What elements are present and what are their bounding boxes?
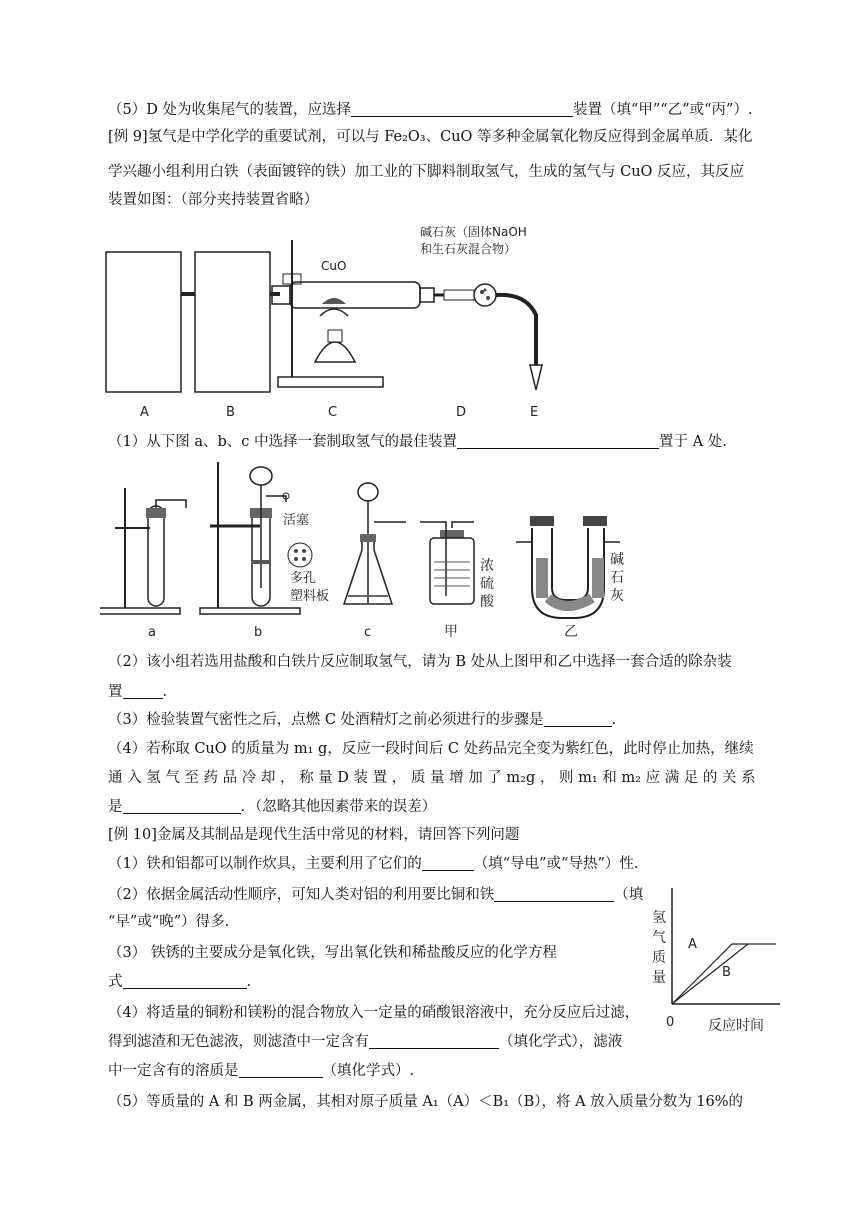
box-b bbox=[195, 252, 270, 392]
hydrogen-mass-graph bbox=[648, 880, 788, 1040]
line-b bbox=[672, 944, 748, 1004]
label-device-b: b bbox=[254, 625, 263, 640]
ex10-q1-line bbox=[108, 854, 639, 874]
cuo-powder bbox=[322, 298, 346, 304]
y-label-4: 量 bbox=[652, 970, 666, 986]
ex9-q2-line2 bbox=[108, 682, 167, 702]
answer-blank-ex10-q3[interactable] bbox=[123, 972, 247, 989]
ex10-q2-pre: （2）依据金属活动性顺序，可知人类对铝的利用要比铜和铁 bbox=[108, 887, 495, 903]
acid-label-1: 浓 bbox=[480, 558, 494, 574]
tube-stopper-right bbox=[420, 288, 434, 302]
ex10-q1-post: （填“导电”或“导热”）性. bbox=[473, 856, 639, 872]
ex10-q4-line3 bbox=[108, 1061, 414, 1081]
device-c bbox=[344, 483, 406, 604]
acid-label-3: 酸 bbox=[480, 594, 494, 610]
valve-label: 活塞 bbox=[283, 513, 310, 528]
answer-blank-ex10-q2[interactable] bbox=[494, 885, 614, 902]
answer-blank-ex9-q3[interactable] bbox=[544, 710, 612, 727]
acid-label-2: 硫 bbox=[480, 576, 494, 592]
device-yi bbox=[516, 516, 620, 618]
tube-e bbox=[496, 295, 536, 365]
ex10-q4-pre2: 中一定含有的溶质是 bbox=[108, 1063, 239, 1079]
ex10-q3-post: . bbox=[246, 974, 252, 990]
answer-blank-q5-prev[interactable] bbox=[351, 100, 573, 117]
alcohol-lamp bbox=[315, 342, 355, 362]
ex9-q4-line3 bbox=[108, 797, 436, 817]
answer-blank-ex10-q1[interactable] bbox=[422, 854, 474, 871]
apparatus-figure-main bbox=[100, 212, 570, 424]
ex10-q5-line1: （5）等质量的 A 和 B 两金属，其相对原子质量 A₁（A）＜B₁（B），将 A 放入质量分数为 16%的 bbox=[108, 1094, 744, 1110]
device-jia bbox=[420, 522, 474, 604]
ex9-q1-post: 置于 A 处. bbox=[659, 434, 727, 450]
ex10-q4-post2: （填化学式）. bbox=[322, 1063, 415, 1079]
ex9-q2-pre: 置 bbox=[108, 684, 123, 700]
ex9-intro-line1: [例 9]氢气是中学化学的重要试剂，可以与 Fe₂O₃、CuO 等多种金属氧化物反应得到金属单质．某化 bbox=[108, 129, 753, 145]
ex9-q3-line bbox=[108, 710, 616, 730]
origin-label: 0 bbox=[666, 1015, 675, 1030]
answer-blank-ex10-q4-residue[interactable] bbox=[369, 1032, 499, 1049]
label-device-jia: 甲 bbox=[444, 624, 458, 640]
ex9-q4-line2: 通 入 氢 气 至 药 品 冷 却 ， 称 量 D 装 置 ， 质 量 增 加 了 m₂g ， 则 m₁ 和 m₂ 应 满 足 的 关 系 bbox=[108, 770, 756, 786]
stand-base bbox=[278, 377, 383, 387]
ex9-q4-pre: 是 bbox=[108, 799, 123, 815]
device-a bbox=[100, 488, 186, 614]
ex10-q2-post: （填 bbox=[614, 887, 644, 903]
soda-lime-label-2: 和生石灰混合物） bbox=[420, 242, 517, 256]
combustion-tube bbox=[290, 282, 420, 308]
answer-blank-ex9-q1[interactable] bbox=[457, 432, 659, 449]
answer-blank-ex10-q4-solute[interactable] bbox=[239, 1061, 323, 1078]
answer-blank-ex9-q4[interactable] bbox=[123, 797, 241, 814]
lamp-wick bbox=[328, 330, 342, 342]
ex9-q2-post: . bbox=[162, 684, 168, 700]
label-d: D bbox=[456, 405, 467, 420]
porous-plate-label-1: 多孔 bbox=[290, 571, 317, 586]
ex10-q3-pre: 式 bbox=[108, 974, 123, 990]
ex10-q4-post1: （填化学式），滤液 bbox=[499, 1034, 623, 1050]
ex9-q1-pre: （1）从下图 a、b、c 中选择一套制取氢气的最佳装置 bbox=[108, 434, 457, 450]
ex9-q1-line bbox=[108, 432, 727, 452]
drying-tube-neck bbox=[444, 290, 474, 300]
ex10-q4-line2 bbox=[108, 1032, 622, 1052]
y-label-3: 质 bbox=[652, 950, 666, 966]
label-device-yi: 乙 bbox=[564, 624, 578, 640]
box-a bbox=[106, 252, 181, 392]
y-label-1: 氢 bbox=[652, 910, 666, 926]
q5-prev-post: 装置（填“甲”“乙”或“丙”）. bbox=[572, 102, 753, 118]
ex10-q4-pre1: 得到滤渣和无色滤液，则滤渣中一定含有 bbox=[108, 1034, 369, 1050]
ex10-q1-pre: （1）铁和铝都可以制作炊具，主要利用了它们的 bbox=[108, 856, 422, 872]
ex10-q3-line1: （3） 铁锈的主要成分是氧化铁，写出氧化铁和稀盐酸反应的化学方程 bbox=[108, 945, 557, 961]
label-b: B bbox=[226, 405, 235, 420]
q5-prev-pre: （5）D 处为收集尾气的装置，应选择 bbox=[108, 102, 351, 118]
ex9-q3-pre: （3）检验装置气密性之后，点燃 C 处酒精灯之前必须进行的步骤是 bbox=[108, 712, 544, 728]
label-line-a: A bbox=[688, 937, 697, 952]
lime-label-2: 石 bbox=[610, 570, 624, 586]
y-label-2: 气 bbox=[652, 930, 666, 946]
ex9-q4-line1: （4）若称取 CuO 的质量为 m₁ g，反应一段时间后 C 处药品完全变为紫红色，此时停止加热，继续 bbox=[108, 741, 754, 757]
ex9-q3-post: . bbox=[611, 712, 617, 728]
lime-label-1: 碱 bbox=[610, 552, 624, 568]
ex10-q2-line1 bbox=[108, 885, 643, 905]
q5-prev-line bbox=[108, 100, 753, 120]
ex9-intro-line3: 装置如图：（部分夹持装置省略） bbox=[108, 192, 319, 208]
flame bbox=[320, 309, 348, 316]
porous-plate-label-2: 塑料板 bbox=[290, 589, 330, 604]
ex10-q2-line2: “早”或“晚”）得多. bbox=[108, 914, 230, 930]
label-c: C bbox=[328, 405, 338, 420]
label-line-b: B bbox=[722, 965, 731, 980]
lime-label-3: 灰 bbox=[610, 588, 624, 604]
soda-lime-label-1: 碱石灰（固体NaOH bbox=[420, 225, 527, 239]
label-device-c: c bbox=[364, 625, 372, 640]
ex10-q4-line1: （4）将适量的铜粉和镁粉的混合物放入一定量的硝酸银溶液中，充分反应后过滤， bbox=[108, 1005, 640, 1021]
x-label: 反应时间 bbox=[708, 1018, 764, 1034]
answer-blank-ex9-q2[interactable] bbox=[123, 682, 163, 699]
label-device-a: a bbox=[148, 625, 156, 640]
label-e: E bbox=[530, 405, 539, 420]
ex9-intro-line2: 学兴趣小组利用白铁（表面镀锌的铁）加工业的下脚料制取氢气，生成的氢气与 CuO 反应，其反应 bbox=[108, 164, 745, 180]
apparatus-figure-options bbox=[100, 458, 640, 648]
ex10-q3-line2 bbox=[108, 972, 251, 992]
ex9-q4-post: ．（忽略其他因素带来的误差） bbox=[240, 799, 437, 815]
cuo-label: CuO bbox=[321, 259, 347, 273]
label-a: A bbox=[140, 405, 149, 420]
drying-bulb bbox=[474, 284, 496, 306]
ex9-q2-line1: （2）该小组若选用盐酸和白铁片反应制取氢气，请为 B 处从上图甲和乙中选择一套合适的除杂装 bbox=[108, 654, 732, 670]
nozzle-e bbox=[530, 365, 542, 390]
ex10-title: [例 10]金属及其制品是现代生活中常见的材料，请回答下列问题 bbox=[108, 827, 520, 843]
